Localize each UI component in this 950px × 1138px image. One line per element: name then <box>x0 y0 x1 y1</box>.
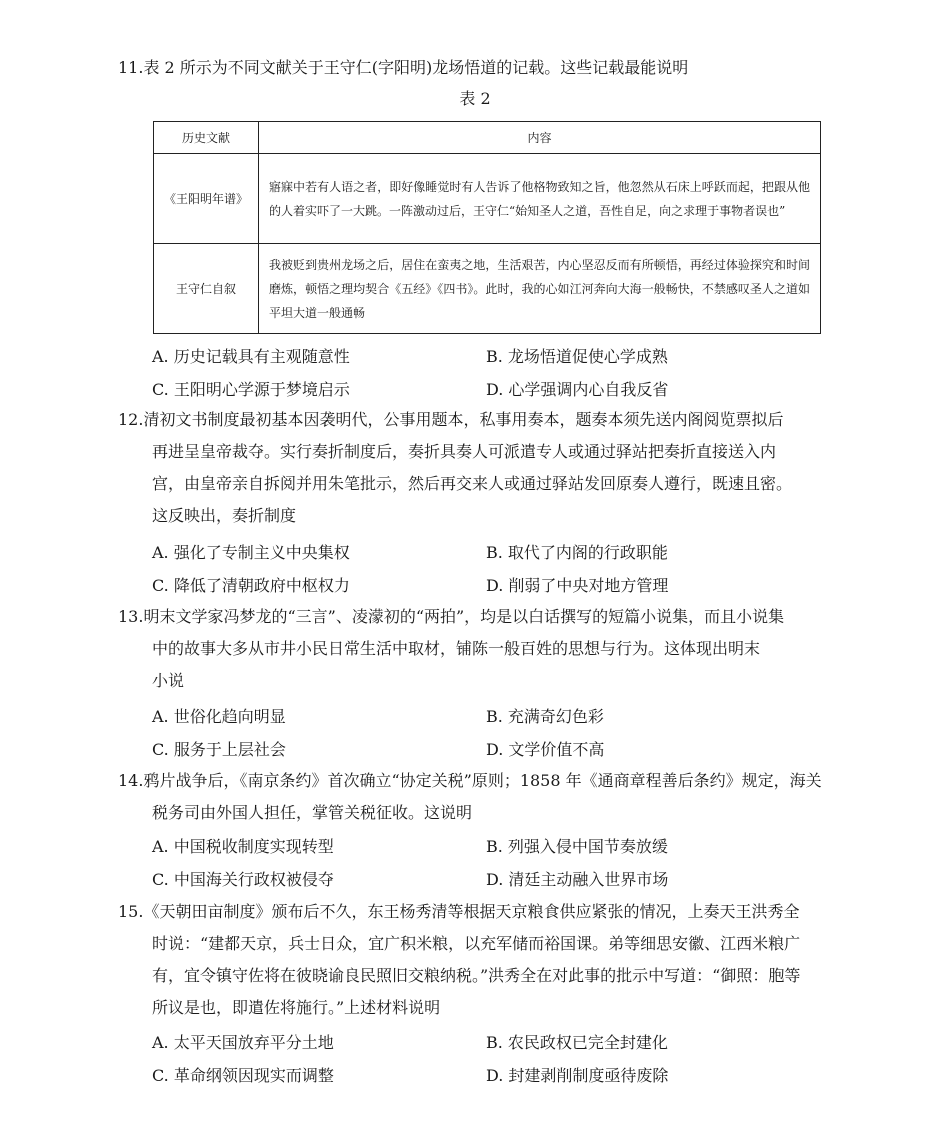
option-d: D. 清廷主动融入世界市场 <box>486 870 669 889</box>
stem-line: 税务司由外国人担任，掌管关税征收。这说明 <box>152 803 473 822</box>
table-header-source: 历史文献 <box>154 122 259 154</box>
question-stem: 12.清初文书制度最初基本因袭明代，公事用题本，私事用奏本，题奏本须先送内阁阅览票拟后 <box>118 410 784 429</box>
question-14 <box>118 765 838 829</box>
table-cell-content: 我被贬到贵州龙场之后，居住在蛮夷之地，生活艰苦，内心坚忍反而有所顿悟，再经过体验探究和时间磨炼，顿悟之理均契合《五经》《四书》。此时，我的心如江河奔向大海一般畅快，不禁感叹圣人之道如平坦大道一般通畅 <box>259 244 821 334</box>
option-a: A. 历史记载具有主观随意性 <box>152 347 350 366</box>
question-number: 13. <box>118 607 144 626</box>
option-d: D. 心学强调内心自我反省 <box>486 380 669 399</box>
table-row <box>154 244 821 334</box>
stem-line: 中的故事大多从市井小民日常生活中取材，铺陈一般百姓的思想与行为。这体现出明末 <box>152 639 761 658</box>
stem-line: 再进呈皇帝裁夺。实行奏折制度后，奏折具奏人可派遣专人或通过驿站把奏折直接送入内 <box>152 442 777 461</box>
stem-line: 小说 <box>152 671 185 690</box>
option-d: D. 削弱了中央对地方管理 <box>486 576 669 595</box>
stem-line: 宫，由皇帝亲自拆阅并用朱笔批示，然后再交来人或通过驿站发回原奏人遵行，既速且密。 <box>152 474 793 493</box>
table-cell-source: 王守仁自叙 <box>154 244 259 334</box>
table-header-content: 内容 <box>259 122 821 154</box>
question-13 <box>118 601 838 697</box>
stem-line: 这反映出，奏折制度 <box>152 506 297 525</box>
option-c: C. 王阳明心学源于梦境启示 <box>152 380 350 399</box>
question-number: 12. <box>118 410 144 429</box>
question-11 <box>118 52 838 84</box>
option-d: D. 文学价值不高 <box>486 740 605 759</box>
option-b: B. 充满奇幻色彩 <box>486 707 604 726</box>
option-c: C. 降低了清朝政府中枢权力 <box>152 576 350 595</box>
option-c: C. 服务于上层社会 <box>152 740 286 759</box>
option-a: A. 中国税收制度实现转型 <box>152 837 334 856</box>
option-b: B. 取代了内阁的行政职能 <box>486 543 668 562</box>
question-number: 15. <box>118 902 144 921</box>
option-a: A. 太平天国放弃平分土地 <box>152 1033 334 1052</box>
question-number: 14. <box>118 771 144 790</box>
option-c: C. 中国海关行政权被侵夺 <box>152 870 334 889</box>
option-b: B. 列强入侵中国节奏放缓 <box>486 837 668 856</box>
question-15 <box>118 896 838 1024</box>
question-number: 11. <box>118 58 144 77</box>
question-stem: 13.明末文学家冯梦龙的“三言”、凌濛初的“两拍”，均是以白话撰写的短篇小说集，而且小说集 <box>118 607 785 626</box>
option-a: A. 强化了专制主义中央集权 <box>152 543 350 562</box>
stem-line: 有，宜令镇守佐将在彼晓谕良民照旧交粮纳税。”洪秀全在对此事的批示中写道：“御照：胞等 <box>152 966 801 985</box>
table-cell-source: 《王阳明年谱》 <box>154 154 259 244</box>
option-b: B. 龙场悟道促使心学成熟 <box>486 347 668 366</box>
stem-line: 时说：“建都天京，兵士日众，宜广积米粮，以充军储而裕国课。弟等细思安徽、江西米粮广 <box>152 934 801 953</box>
table-row <box>154 154 821 244</box>
option-a: A. 世俗化趋向明显 <box>152 707 286 726</box>
stem-line: 所议是也，即遣佐将施行。”上述材料说明 <box>152 998 441 1017</box>
question-stem: 14.鸦片战争后，《南京条约》首次确立“协定关税”原则；1858 年《通商章程善后条约》规定，海关 <box>118 771 822 790</box>
table-header-row <box>154 122 821 154</box>
question-12 <box>118 404 838 532</box>
option-c: C. 革命纲领因现实而调整 <box>152 1066 334 1085</box>
table-cell-content: 寤寐中若有人语之者，即好像睡觉时有人告诉了他格物致知之旨，他忽然从石床上呼跃而起，把跟从他的人着实吓了一大跳。一阵激动过后，王守仁“始知圣人之道，吾性自足，向之求理于事物者误也” <box>259 154 821 244</box>
question-stem: 11.表 2 所示为不同文献关于王守仁(字阳明)龙场悟道的记载。这些记载最能说明 <box>118 58 689 77</box>
option-d: D. 封建剥削制度亟待废除 <box>486 1066 669 1085</box>
records-table <box>153 121 821 334</box>
table-caption: 表 2 <box>459 89 491 108</box>
option-b: B. 农民政权已完全封建化 <box>486 1033 668 1052</box>
question-stem: 15.《天朝田亩制度》颁布后不久，东王杨秀清等根据天京粮食供应紧张的情况，上奏天王洪秀全 <box>118 902 800 921</box>
